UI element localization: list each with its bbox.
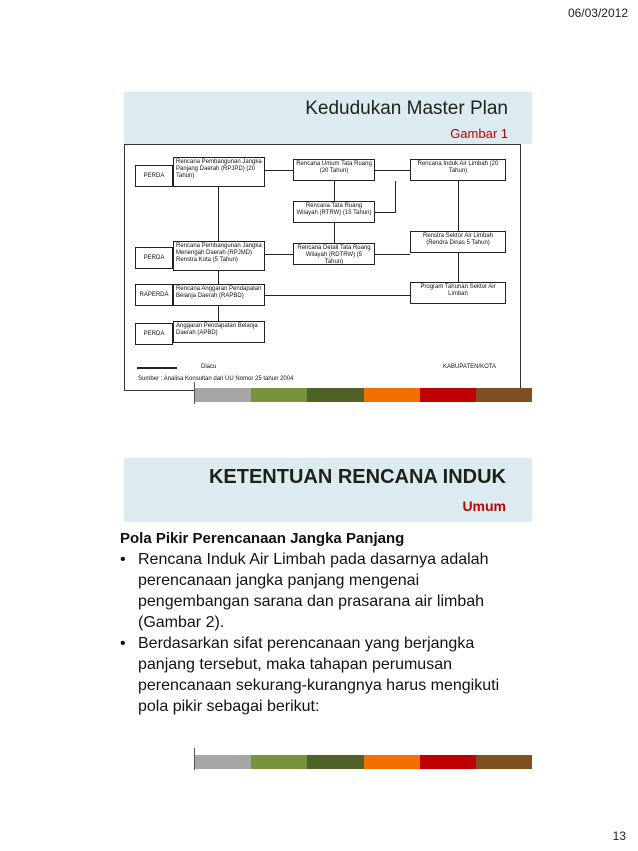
- legend-label: Diacu: [201, 364, 217, 370]
- connector: [218, 187, 219, 241]
- slide1-header: [124, 92, 532, 144]
- bullet-icon: •: [120, 551, 126, 568]
- slide2-subtitle: Umum: [462, 498, 506, 514]
- stripe: [420, 388, 476, 402]
- color-stripes-2: [195, 755, 532, 769]
- stripe: [251, 755, 307, 769]
- label-raperda: RAPERDA: [135, 284, 173, 306]
- box-rapbd: Rencana Anggaran Pendapatan Belanja Daerah (RAPBD): [173, 284, 265, 306]
- connector: [218, 306, 219, 321]
- box-rutr: Rencana Umum Tata Ruang (20 Tahun): [293, 159, 375, 181]
- connector: [265, 254, 293, 255]
- stripe: [195, 388, 251, 402]
- connector: [395, 181, 396, 213]
- connector: [218, 271, 219, 284]
- connector: [375, 170, 410, 171]
- section-heading: Pola Pikir Perencanaan Jangka Panjang: [120, 530, 405, 547]
- box-apbd: Anggaran Pendapatan Belanja Daerah (APBD): [173, 321, 265, 343]
- box-renstra: Renstra Sektor Air Limbah (Rendra Dinas 5 Tahun): [410, 231, 506, 253]
- stripe: [251, 388, 307, 402]
- box-rtrw: Rencana Tata Ruang Wilayah (RTRW) (15 Tahun): [293, 201, 375, 223]
- stripe: [420, 755, 476, 769]
- stripe: [476, 388, 532, 402]
- stripe: [364, 388, 420, 402]
- connector: [458, 253, 459, 282]
- connector: [375, 254, 410, 255]
- connector: [375, 212, 395, 213]
- box-rpjpd: Rencana Pembangunan Jangka Panjang Daerah (RPJPD) (20 Tahun): [173, 157, 265, 187]
- stripe: [364, 755, 420, 769]
- box-rial: Rencana Induk Air Limbah (20 Tahun): [410, 159, 506, 181]
- slide2-header: [124, 458, 532, 522]
- legend-arrow: [137, 367, 177, 369]
- box-rpjmd: Rencana Pembangunan Jangka Menengah Daerah (RPJMD) Renstra Kota (5 Tahun): [173, 241, 265, 271]
- page-number: 13: [612, 829, 626, 843]
- stripe: [307, 388, 363, 402]
- bullet-icon: •: [120, 635, 126, 652]
- stripe: [195, 755, 251, 769]
- scope-label: KABUPATEN/KOTA: [443, 364, 497, 370]
- label-perda-3: PERDA: [135, 323, 173, 345]
- box-rdtrw: Rencana Detail Tata Ruang Wilayah (RDTRW) (5 Tahun): [293, 243, 375, 265]
- connector: [334, 181, 335, 201]
- stripe: [476, 755, 532, 769]
- label-perda-2: PERDA: [135, 247, 173, 269]
- diagram-source: Sumber : Analisa Konsultan dari UU Nomor 25 tahun 2004: [138, 376, 294, 382]
- slide2-body: [120, 528, 520, 717]
- bullet-text: Berdasarkan sifat perencanaan yang berjangka panjang tersebut, maka tahapan perumusan perencanaan sekurang-kurangnya harus mengikuti pola pikir sebagai berikut:: [138, 635, 500, 715]
- connector: [265, 295, 410, 296]
- connector: [265, 170, 293, 171]
- connector: [334, 223, 335, 243]
- label-perda-1: PERDA: [135, 165, 173, 187]
- list-item: [120, 549, 520, 633]
- master-plan-diagram: [124, 144, 521, 391]
- slide1-subtitle: Gambar 1: [450, 126, 508, 141]
- connector: [458, 181, 459, 231]
- header-date: 06/03/2012: [567, 6, 628, 20]
- bullet-text: Rencana Induk Air Limbah pada dasarnya adalah perencanaan jangka panjang mengenai pengembangan sarana dan prasarana air limbah (Gambar 2).: [138, 551, 489, 631]
- slide1-title: Kedudukan Master Plan: [305, 98, 508, 119]
- slide2-title: KETENTUAN RENCANA INDUK: [208, 466, 506, 488]
- box-program: Program Tahunan Sektor Air Limbah: [410, 282, 506, 304]
- list-item: [120, 633, 520, 717]
- color-stripes-1: [195, 388, 532, 402]
- stripe: [307, 755, 363, 769]
